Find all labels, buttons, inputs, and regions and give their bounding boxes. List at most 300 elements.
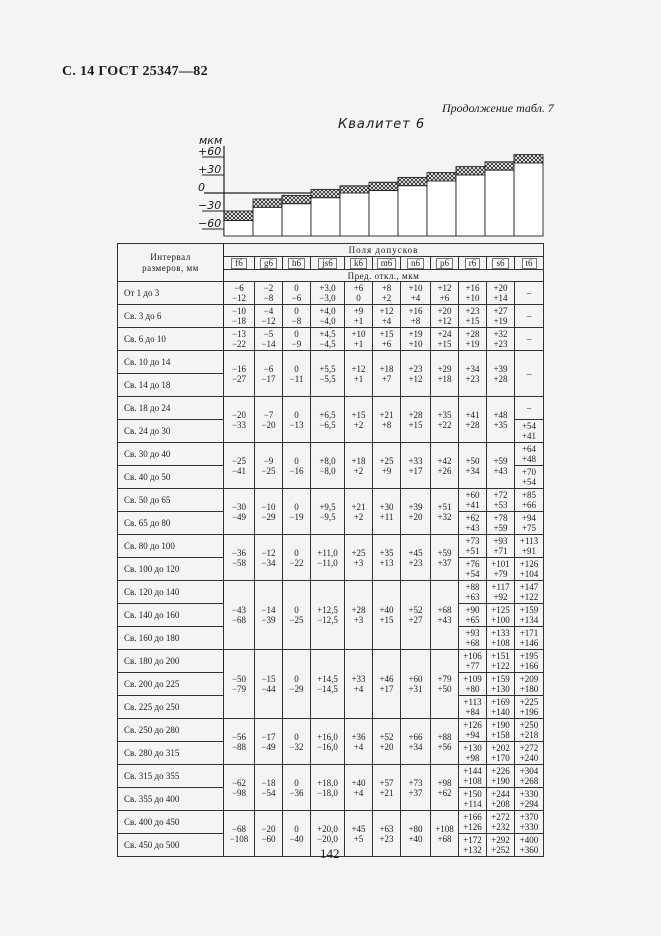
deviation-value: +126 [519,559,539,569]
deviation-value: +330 [519,822,539,832]
value-cell-r6 [459,627,487,650]
deviation-value: +20 [408,511,423,522]
deviation-value: +166 [463,812,482,822]
deviation-value: +66 [408,731,423,742]
value-cell-g6 [255,351,283,397]
value-cell-p6 [431,811,459,857]
interval-cell: Св. 65 до 80 [118,512,224,535]
deviation-value: +92 [493,592,508,602]
value-cell-g6 [255,581,283,650]
deviation-value: +8 [410,316,421,326]
deviation-value: +159 [519,605,539,615]
deviation-value: −4,5 [319,339,336,349]
deviation-value: +73 [408,777,423,788]
value-cell-t6 [515,466,544,489]
value-cell-s6 [487,282,515,305]
deviation-value: −4,0 [319,316,336,326]
value-cell-s6 [487,328,515,351]
deviation-value: +272 [519,743,539,753]
value-cell-s6 [487,719,515,742]
value-cell-p6 [431,397,459,443]
shaft-body-r6 [456,175,485,236]
deviation-value: +133 [491,628,510,638]
deviation-value: +40 [379,605,394,615]
value-cell-h6 [283,581,311,650]
deviation-value: +70 [521,467,537,477]
deviation-value: −13 [231,329,247,339]
deviation-value: +9 [381,465,392,476]
value-cell-m6 [373,305,401,328]
deviation-value: +79 [493,569,508,579]
deviation-value: −41 [231,465,247,476]
deviation-value: −15 [261,674,276,684]
deviation-value: 0 [294,501,299,512]
value-cell-js6 [311,282,345,305]
value-cell-js6 [311,535,345,581]
deviation-value: +28 [493,373,508,384]
value-cell-r6 [459,282,487,305]
deviation-value: +158 [491,730,510,740]
tolerance-zone-js6 [311,189,340,197]
value-cell-p6 [431,581,459,650]
deviation-value: +16 [408,306,423,316]
deviation-value: −20 [261,419,276,430]
deviation-value: +218 [519,730,539,740]
deviation-value: +90 [465,605,480,615]
value-cell-k6 [345,443,373,489]
interval-cell: Св. 100 до 120 [118,558,224,581]
deviation-value: +76 [465,559,480,569]
deviation-value: −7 [263,409,274,420]
deviation-value: +24 [437,329,452,339]
deviation-value: +28 [465,419,480,430]
deviation-value: +52 [408,605,423,615]
deviation-value: +28 [465,329,480,339]
deviation-value: 0 [294,329,299,339]
deviation-value: −56 [231,731,247,742]
deviation-value: 0 [294,731,299,742]
deviation-value: +6 [439,293,450,303]
value-cell-f6 [224,328,255,351]
deviation-value: +45 [351,823,366,834]
shaft-body-m6 [369,191,398,236]
interval-cell: Св. 280 до 315 [118,742,224,765]
value-cell-n6 [401,581,431,650]
deviation-value: +232 [491,822,510,832]
deviation-value: +10 [351,329,366,339]
deviation-value: +62 [437,787,452,798]
table-row [118,443,544,466]
deviation-value: +15 [408,419,423,430]
value-cell-k6 [345,765,373,811]
fields-header: Поля допусков [224,244,544,257]
deviation-value: +94 [465,730,480,740]
value-cell-m6 [373,443,401,489]
interval-cell: Св. 14 до 18 [118,374,224,397]
deviation-value: +60 [465,490,480,500]
deviation-value: 0 [294,823,299,834]
deviation-value: +12 [437,283,452,293]
deviation-value: +3,0 [319,283,336,293]
deviation-value: +26 [437,465,452,476]
deviation-value: +64 [521,444,537,454]
deviation-value: −62 [231,777,247,788]
value-cell-t6 [515,719,544,742]
interval-cell: Св. 50 до 65 [118,489,224,512]
deviation-value: −3,0 [319,293,336,303]
deviation-value: +39 [408,501,423,512]
deviation-value: −30 [231,501,247,512]
shaft-body-h6 [282,204,311,236]
value-cell-s6 [487,397,515,443]
value-cell-s6 [487,834,515,857]
value-cell-f6 [224,719,255,765]
interval-cell: Св. 80 до 100 [118,535,224,558]
deviation-value: +17 [408,465,423,476]
table-row [118,535,544,558]
deviation-value: −20 [261,823,276,834]
deviation-value: +35 [379,547,394,558]
field-label: k6 [350,258,367,269]
value-cell-js6 [311,443,345,489]
value-cell-g6 [255,489,283,535]
value-cell-t6 [515,581,544,604]
deviation-value: +180 [519,684,539,694]
value-cell-m6 [373,397,401,443]
deviation-value: +209 [519,674,539,684]
value-cell-p6 [431,535,459,581]
deviation-value: +54 [465,569,480,579]
deviation-value: +2 [353,419,364,430]
deviation-value: +292 [491,835,510,845]
value-cell-f6 [224,581,255,650]
deviation-value: +35 [493,419,508,430]
value-cell-m6 [373,351,401,397]
interval-cell: Св. 30 до 40 [118,443,224,466]
deviation-value: +59 [493,523,508,533]
value-cell-n6 [401,397,431,443]
deviation-value: +98 [465,753,480,763]
value-cell-h6 [283,650,311,719]
value-cell-r6 [459,673,487,696]
interval-cell: Св. 200 до 225 [118,673,224,696]
field-label: g6 [260,258,277,269]
value-cell-t6 [515,604,544,627]
field-f6 [224,257,255,270]
deviation-value: +130 [491,684,510,694]
deviation-value: +48 [493,409,508,420]
deviation-value: +93 [493,536,508,546]
deviation-value: +23 [465,373,480,384]
deviation-value: +12 [351,363,366,374]
interval-cell: Св. 10 до 14 [118,351,224,374]
value-cell-t6 [515,811,544,834]
value-cell-r6 [459,811,487,834]
value-cell-js6 [311,581,345,650]
deviation-value: −6 [234,283,244,293]
deviation-value: +40 [408,833,423,844]
deviation-value: −18 [231,316,247,326]
deviation-value: +66 [521,500,537,510]
deviation-value: +4 [381,316,392,326]
deviation-value: +11 [379,511,394,522]
value-cell-r6 [459,765,487,788]
axis-tick-label: +60 [198,145,222,158]
deviation-value: +28 [351,605,366,615]
deviation-value: +32 [437,511,452,522]
deviation-value: −9 [263,455,274,466]
deviation-value: −2 [263,283,274,293]
deviation-value: +27 [408,615,423,625]
value-cell-js6 [311,397,345,443]
deviation-value: +78 [493,513,508,523]
deviation-value: +25 [351,547,366,558]
value-cell-m6 [373,719,401,765]
table-row [118,328,544,351]
deviation-value: +147 [519,582,539,592]
value-cell-m6 [373,811,401,857]
table-row [118,397,544,420]
deviation-value: −22 [231,339,247,349]
tolerance-zone-m6 [369,182,398,190]
deviation-value: +51 [465,546,480,556]
tolerance-table [117,243,544,857]
tolerance-zone-n6 [398,177,427,185]
value-cell-s6 [487,696,515,719]
value-cell-t6 [515,834,544,857]
deviation-value: −18 [261,777,276,788]
interval-cell: Св. 250 до 280 [118,719,224,742]
value-cell-s6 [487,627,515,650]
interval-cell: Св. 355 до 400 [118,788,224,811]
deviation-value: +196 [519,707,539,717]
value-cell-s6 [487,765,515,788]
value-cell-f6 [224,351,255,397]
value-cell-s6 [487,581,515,604]
value-cell-n6 [401,765,431,811]
value-cell-js6 [311,305,345,328]
deviation-value: −40 [289,833,304,844]
interval-cell: Св. 225 до 250 [118,696,224,719]
value-cell-f6 [224,650,255,719]
deviation-value: +272 [491,812,510,822]
axis-tick-label: +30 [198,163,222,176]
value-cell-r6 [459,328,487,351]
value-cell-k6 [345,305,373,328]
deviation-value: +114 [463,799,482,809]
deviation-value: −14 [261,339,276,349]
deviation-value: +45 [408,547,423,558]
deviation-value: +140 [491,707,510,717]
deviation-value: +63 [379,823,394,834]
field-label: f6 [231,258,247,269]
deviation-value: +19 [465,339,480,349]
deviation-value: +17 [379,684,394,694]
deviation-value: −18,0 [317,787,338,798]
value-cell-m6 [373,282,401,305]
deviation-value: +11,0 [317,547,338,558]
value-cell-p6 [431,650,459,719]
field-n6 [401,257,431,270]
value-cell-p6 [431,305,459,328]
deviation-value: +18,0 [317,777,338,788]
deviation-value: −108 [229,833,249,844]
axis-tick-label: −30 [198,199,222,212]
value-cell-s6 [487,811,515,834]
value-cell-r6 [459,489,487,512]
deviation-value: +34 [465,363,480,374]
shaft-body-js6 [311,198,340,236]
deviation-value: −20 [231,409,247,420]
value-cell-r6 [459,719,487,742]
deviation-value: −12 [261,316,276,326]
deviation-value: +294 [519,799,539,809]
value-cell-g6 [255,282,283,305]
shaft-body-s6 [485,170,514,236]
deviation-value: – [526,311,532,321]
shaft-body-k6 [340,193,369,236]
value-cell-p6 [431,489,459,535]
deviation-value: +6,5 [319,409,336,420]
deviation-value: +171 [519,628,539,638]
deviation-value: +19 [408,329,423,339]
value-cell-r6 [459,604,487,627]
field-k6 [345,257,373,270]
deviation-value: +15 [465,316,480,326]
deviation-value: +77 [465,661,480,671]
table-row [118,650,544,673]
field-label: p6 [436,258,453,269]
deviation-value: −43 [231,605,247,615]
value-cell-k6 [345,282,373,305]
value-cell-n6 [401,811,431,857]
deviation-value: +88 [465,582,480,592]
deviation-value: −44 [261,684,276,694]
deviation-value: +91 [521,546,537,556]
deviation-value: −19 [289,511,304,522]
value-cell-k6 [345,650,373,719]
deviation-value: +48 [521,454,537,464]
value-cell-t6 [515,696,544,719]
value-cell-r6 [459,558,487,581]
deviation-value: −27 [231,373,247,384]
value-cell-s6 [487,535,515,558]
deviation-value: +60 [408,674,423,684]
field-js6 [311,257,345,270]
field-m6 [373,257,401,270]
deviation-value: 0 [294,283,299,293]
value-cell-n6 [401,719,431,765]
deviation-value: +134 [519,615,539,625]
deviation-value: +126 [463,720,482,730]
deviation-value: +23 [408,363,423,374]
value-cell-s6 [487,443,515,489]
deviation-value: −11 [289,373,304,384]
deviation-value: +1 [353,339,364,349]
shaft-body-t6 [514,163,543,236]
deviation-value: −6 [291,293,302,303]
value-cell-g6 [255,650,283,719]
value-cell-h6 [283,351,311,397]
value-cell-t6 [515,305,544,328]
value-cell-s6 [487,512,515,535]
deviation-value: +3 [353,557,364,568]
field-label: m6 [377,258,397,269]
deviation-value: +33 [408,455,423,466]
deviation-value: +50 [465,455,480,466]
table-row [118,719,544,742]
deviation-value: +122 [491,661,510,671]
interval-cell: Св. 160 до 180 [118,627,224,650]
deviation-value: −33 [231,419,247,430]
value-cell-t6 [515,627,544,650]
diagram-unit-label: мкм [199,134,223,147]
deviation-value: +56 [437,741,452,752]
deviation-value: +41 [465,409,480,420]
value-cell-h6 [283,282,311,305]
interval-cell: Св. 24 до 30 [118,420,224,443]
deviation-value: −6,5 [319,419,336,430]
deviation-value: +2 [353,465,364,476]
value-cell-t6 [515,788,544,811]
deviation-value: +8 [381,283,392,293]
deviation-value: +21 [379,409,394,420]
value-cell-f6 [224,305,255,328]
deviation-value: −25 [231,455,247,466]
deviation-value: +10 [408,283,423,293]
deviation-value: +117 [491,582,510,592]
deviation-value: +25 [379,455,394,466]
table-row [118,765,544,788]
deviation-value: +166 [519,661,539,671]
deviation-value: +172 [463,835,482,845]
deviation-value: +21 [379,787,394,798]
deviation-value: −49 [231,511,247,522]
deviation-value: +68 [465,638,480,648]
value-cell-s6 [487,650,515,673]
deviation-value: +20,0 [317,823,338,834]
table-header-row [118,244,544,257]
deviation-value: +18 [379,363,394,374]
deviation-value: +4 [353,787,364,798]
deviation-value: +94 [521,513,537,523]
deviation-value: +57 [379,777,394,788]
deviation-value: +20 [493,283,508,293]
deviation-value: −58 [231,557,247,568]
deviation-value: +23 [493,339,508,349]
deviation-value: +40 [351,777,366,788]
deviation-value: +151 [491,651,510,661]
deviation-value: +98 [437,777,452,788]
page-number: 142 [320,846,340,861]
deviation-value: +268 [519,776,539,786]
value-cell-f6 [224,765,255,811]
tolerance-zone-t6 [514,155,543,163]
deviation-value: +370 [519,812,539,822]
deviation-value: 0 [294,455,299,466]
interval-cell: Св. 450 до 500 [118,834,224,857]
deviation-value: −79 [231,684,247,694]
deviation-value: +13 [379,557,394,568]
deviation-value: +59 [493,455,508,466]
deviation-value: −12,5 [317,615,338,625]
value-cell-m6 [373,581,401,650]
deviation-value: +21 [351,501,366,512]
interval-cell: Св. 18 до 24 [118,397,224,420]
table-row [118,489,544,512]
deviation-value: +59 [437,547,452,558]
deviation-value: +12 [437,316,452,326]
